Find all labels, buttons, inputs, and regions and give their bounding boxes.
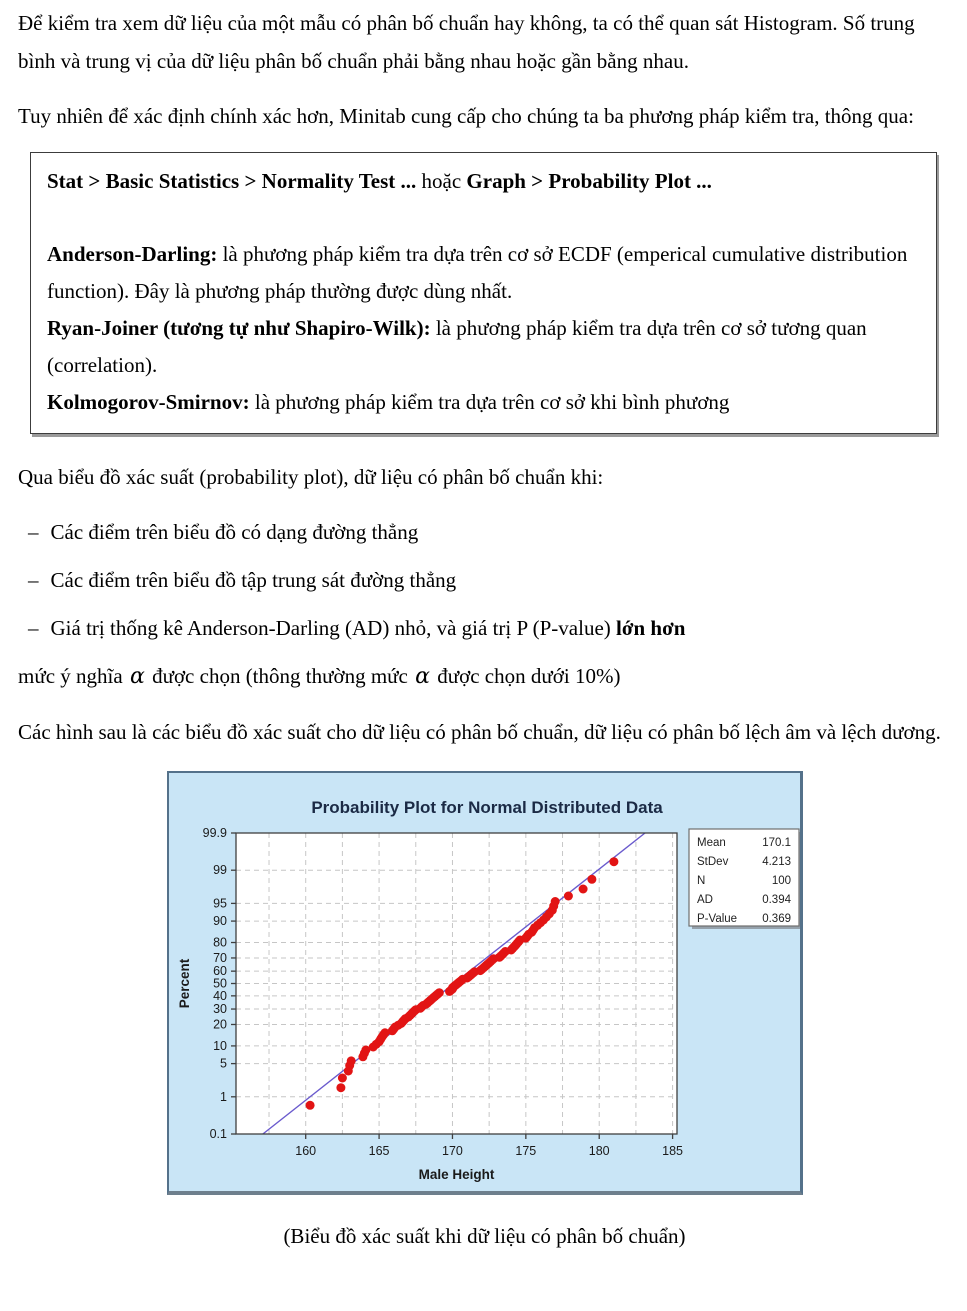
paragraph-methods-intro: Tuy nhiên để xác định chính xác hơn, Minitab cung cấp cho chúng ta ba phương pháp kiểm tra, thông qua: (18, 104, 914, 128)
y-tick-label: 95 (212, 896, 227, 911)
y-tick-label: 60 (212, 964, 227, 979)
anderson-darling-term: Anderson-Darling: (47, 242, 218, 266)
y-tick-label: 99.9 (202, 826, 227, 840)
menu-path-1: Stat > Basic Statistics > Normality Test ... (47, 169, 422, 193)
alpha-mid: được chọn (thông thường mức (146, 664, 414, 688)
y-tick-label: 50 (212, 976, 227, 991)
y-tick-label: 0.1 (209, 1127, 227, 1141)
ryan-joiner-desc: là phương pháp kiểm tra dựa trên cơ sở tương quan (correlation). (47, 316, 867, 377)
y-tick-label: 5 (219, 1056, 227, 1071)
bullet-text-2: Các điểm trên biểu đồ tập trung sát đường thẳng (50, 568, 457, 592)
stats-value: 100 (771, 875, 791, 887)
data-point (587, 875, 596, 884)
data-point (550, 897, 559, 906)
alpha-symbol: α (129, 664, 145, 689)
bullet-text-3: Giá trị thống kê Anderson-Darling (AD) nhỏ, và giá trị P (P-value) (50, 616, 617, 640)
x-tick-label: 170 (441, 1144, 463, 1158)
stats-value: 0.394 (761, 894, 791, 906)
y-tick-label: 99 (212, 863, 227, 878)
stats-label: AD (696, 894, 713, 906)
x-tick-label: 175 (514, 1144, 536, 1158)
y-axis-title: Percent (176, 958, 192, 1009)
x-tick-label: 165 (368, 1144, 390, 1158)
x-tick-label: 180 (588, 1144, 610, 1158)
bullet-item-1 (28, 513, 951, 551)
stats-label: N (696, 875, 705, 887)
probability-plot-figure (167, 771, 803, 1195)
stats-label: Mean (696, 837, 726, 849)
paragraph-figures-intro: Các hình sau là các biểu đồ xác suất cho dữ liệu có phân bố chuẩn, dữ liệu có phân bố lệch âm và lệch dương. (18, 720, 941, 744)
bullet-text-1: Các điểm trên biểu đồ có dạng đường thẳng (50, 520, 419, 544)
data-point (336, 1083, 345, 1092)
data-point (305, 1101, 314, 1110)
stats-label: StDev (696, 856, 728, 868)
probability-plot-svg (169, 773, 800, 1191)
bullet-text-3-bold: lớn hơn (616, 616, 686, 640)
data-point (609, 857, 618, 866)
alpha-post: được chọn dưới 10%) (432, 664, 621, 688)
menu-path-line (47, 163, 920, 200)
stats-value: 0.369 (761, 913, 791, 925)
paragraph-criteria-intro: Qua biểu đồ xác suất (probability plot), dữ liệu có phân bố chuẩn khi: (18, 465, 604, 489)
y-tick-label: 10 (212, 1038, 227, 1053)
bullet-item-3 (28, 609, 951, 647)
data-point (563, 892, 572, 901)
x-tick-label: 185 (661, 1144, 683, 1158)
data-point (337, 1074, 346, 1083)
figure-caption: (Biểu đồ xác suất khi dữ liệu có phân bố chuẩn) (283, 1224, 686, 1248)
x-axis-title: Male Height (418, 1167, 494, 1182)
kolmogorov-smirnov-term: Kolmogorov-Smirnov: (47, 390, 250, 414)
chart-title: Probability Plot for Normal Distributed Data (310, 798, 663, 817)
x-tick-label: 160 (294, 1144, 316, 1158)
anderson-darling-line (47, 236, 920, 310)
y-tick-label: 30 (212, 1002, 227, 1017)
y-tick-label: 20 (212, 1017, 227, 1032)
stats-value: 4.213 (761, 856, 791, 868)
data-point (578, 885, 587, 894)
menu-path-separator: hoặc (421, 169, 462, 193)
paragraph-alpha (18, 657, 951, 696)
data-point (346, 1056, 355, 1065)
kolmogorov-smirnov-line (47, 384, 920, 421)
method-box (30, 152, 937, 434)
ryan-joiner-term: Ryan-Joiner (tương tự như Shapiro-Wilk): (47, 316, 431, 340)
ryan-joiner-line (47, 310, 920, 384)
y-tick-label: 70 (212, 950, 227, 965)
kolmogorov-smirnov-desc: là phương pháp kiểm tra dựa trên cơ sở khi bình phương (249, 390, 730, 414)
y-tick-label: 40 (212, 988, 227, 1003)
stats-value: 170.1 (761, 837, 791, 849)
alpha-symbol: α (415, 664, 430, 689)
bullet-item-2 (28, 561, 951, 599)
y-tick-label: 80 (212, 935, 227, 950)
y-tick-label: 1 (219, 1089, 227, 1104)
dash-marker: – (28, 568, 39, 592)
paragraph-intro: Để kiểm tra xem dữ liệu của một mẫu có phân bố chuẩn hay không, ta có thể quan sát Histogram. Số trung bình và trung vị của dữ liệu phân bố chuẩn phải bằng nhau hoặc gần bằng nhau. (18, 11, 915, 73)
data-point (434, 988, 443, 997)
dash-marker: – (28, 520, 39, 544)
stats-label: P-Value (696, 913, 737, 925)
anderson-darling-desc: là phương pháp kiểm tra dựa trên cơ sở ECDF (emperical cumulative distribution function). Đây là phương pháp thường được dùng nhất. (47, 242, 908, 303)
dash-marker: – (28, 616, 39, 640)
alpha-pre: mức ý nghĩa (18, 664, 128, 688)
y-tick-label: 90 (212, 914, 227, 929)
menu-path-2: Graph > Probability Plot ... (461, 169, 712, 193)
